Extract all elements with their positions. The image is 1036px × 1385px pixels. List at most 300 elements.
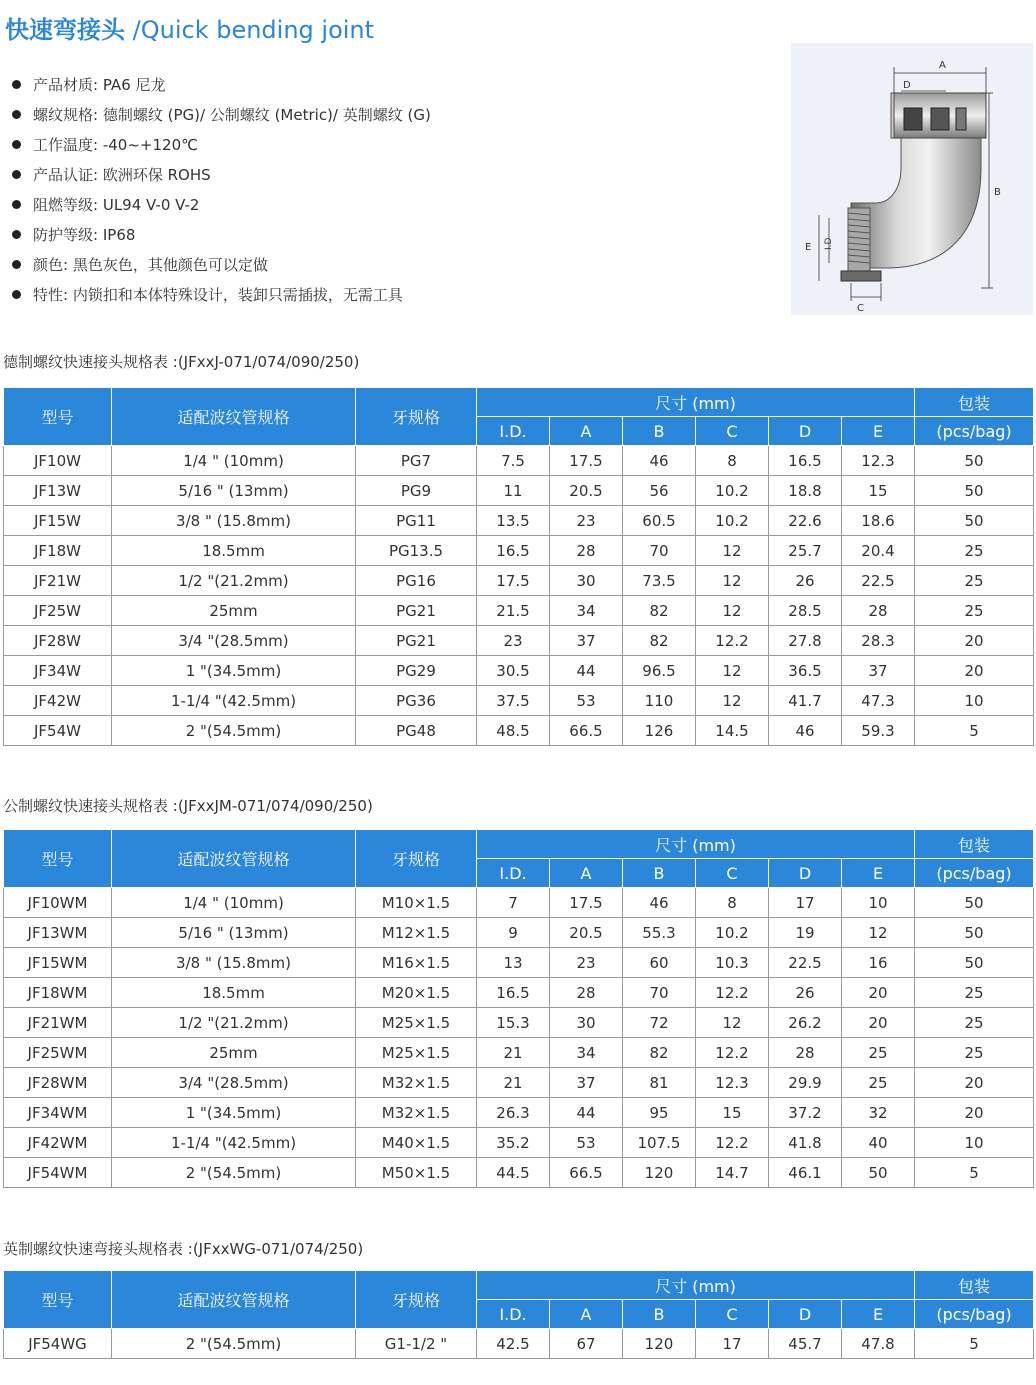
spec-label: 特性:: [33, 286, 69, 304]
header-conduit: 适配波纹管规格: [112, 1271, 356, 1329]
table-cell: 41.7: [769, 686, 842, 716]
table-cell: 55.3: [623, 918, 696, 948]
table-cell: 44: [550, 1098, 623, 1128]
table-cell: 17.5: [550, 888, 623, 918]
spec-label: 产品材质:: [33, 76, 99, 94]
table-cell: 82: [623, 1038, 696, 1068]
spec-label: 颜色:: [33, 256, 69, 274]
page-title-cn: 快速弯接头: [5, 16, 125, 44]
table-cell: 25: [915, 1038, 1034, 1068]
table-cell: PG9: [356, 476, 477, 506]
table-cell: 26: [769, 978, 842, 1008]
table-cell: 5/16 " (13mm): [112, 476, 356, 506]
table-cell: 60: [623, 948, 696, 978]
table-cell: 21.5: [477, 596, 550, 626]
dim-label-e: E: [805, 242, 812, 253]
table-row: [4, 506, 1034, 536]
table-cell: 50: [915, 476, 1034, 506]
table-cell: 25: [842, 1038, 915, 1068]
table-cell: 66.5: [550, 716, 623, 746]
table-cell: JF25W: [4, 596, 112, 626]
header-a: A: [550, 417, 623, 446]
table-cell: 10.2: [696, 476, 769, 506]
table-cell: M32×1.5: [356, 1068, 477, 1098]
table-cell: PG29: [356, 656, 477, 686]
table-cell: 21: [477, 1068, 550, 1098]
table-cell: PG11: [356, 506, 477, 536]
table-cell: 30.5: [477, 656, 550, 686]
table-cell: 34: [550, 1038, 623, 1068]
table-cell: 34: [550, 596, 623, 626]
header-b: B: [623, 417, 696, 446]
bullet-icon: [12, 290, 21, 299]
table-cell: 120: [623, 1329, 696, 1359]
spec-item: [12, 70, 431, 100]
table-row: [4, 596, 1034, 626]
spec-value: -40~+120℃: [102, 136, 198, 154]
table-cell: 10.2: [696, 506, 769, 536]
table-cell: 28: [550, 536, 623, 566]
table-row: [4, 1038, 1034, 1068]
header-model: 型号: [4, 388, 112, 446]
spec-value: 欧洲环保 ROHS: [102, 166, 211, 184]
table-body: [4, 446, 1034, 746]
spec-item: [12, 280, 431, 310]
bullet-icon: [12, 110, 21, 119]
table-cell: 60.5: [623, 506, 696, 536]
table-row: [4, 716, 1034, 746]
table-cell: 25: [915, 536, 1034, 566]
table-cell: JF42WM: [4, 1128, 112, 1158]
table-cell: 12.2: [696, 978, 769, 1008]
table-row: [4, 656, 1034, 686]
table-cell: JF13WM: [4, 918, 112, 948]
spec-value: IP68: [102, 226, 136, 244]
table-cell: JF25WM: [4, 1038, 112, 1068]
table-cell: 3/4 "(28.5mm): [112, 626, 356, 656]
table-cell: 1/2 "(21.2mm): [112, 1008, 356, 1038]
table-cell: 25: [915, 978, 1034, 1008]
table-row: [4, 918, 1034, 948]
header-d: D: [769, 1300, 842, 1329]
header-thread: 牙规格: [356, 1271, 477, 1329]
table-cell: 12.2: [696, 1128, 769, 1158]
table-cell: 17.5: [477, 566, 550, 596]
header-e: E: [842, 859, 915, 888]
table-cell: 12: [696, 596, 769, 626]
spec-label: 螺纹规格:: [33, 106, 99, 124]
table-cell: 81: [623, 1068, 696, 1098]
spec-item: [12, 190, 431, 220]
table-cell: 45.7: [769, 1329, 842, 1359]
table-cell: JF54W: [4, 716, 112, 746]
table-cell: 46: [623, 446, 696, 476]
table-cell: 7: [477, 888, 550, 918]
table-cell: 2 "(54.5mm): [112, 716, 356, 746]
table-row: [4, 1329, 1034, 1359]
table-cell: 25mm: [112, 1038, 356, 1068]
table-cell: 18.5mm: [112, 536, 356, 566]
table-cell: 20: [842, 978, 915, 1008]
table-cell: 30: [550, 1008, 623, 1038]
table-cell: 1/2 "(21.2mm): [112, 566, 356, 596]
table-cell: 96.5: [623, 656, 696, 686]
bullet-icon: [12, 140, 21, 149]
header-pack: 包装: [915, 388, 1034, 417]
table-cell: 44.5: [477, 1158, 550, 1188]
bullet-icon: [12, 260, 21, 269]
table-row: [4, 1128, 1034, 1158]
table-cell: 2 "(54.5mm): [112, 1158, 356, 1188]
table-cell: 28: [842, 596, 915, 626]
table-cell: 25.7: [769, 536, 842, 566]
table-body: [4, 888, 1034, 1188]
table-cell: 25: [842, 1068, 915, 1098]
table-cell: 53: [550, 1128, 623, 1158]
table-cell: 23: [477, 626, 550, 656]
table-cell: 110: [623, 686, 696, 716]
table-cell: 25mm: [112, 596, 356, 626]
header-c: C: [696, 417, 769, 446]
bullet-icon: [12, 80, 21, 89]
table-cell: JF10W: [4, 446, 112, 476]
table-cell: 22.5: [842, 566, 915, 596]
header-dims: 尺寸 (mm): [477, 1271, 915, 1300]
table-cell: 30: [550, 566, 623, 596]
table-cell: 72: [623, 1008, 696, 1038]
header-pack-unit: (pcs/bag): [915, 859, 1034, 888]
table-cell: M25×1.5: [356, 1008, 477, 1038]
table-cell: JF42W: [4, 686, 112, 716]
table-row: [4, 446, 1034, 476]
table-cell: 50: [915, 948, 1034, 978]
table-cell: 18.5mm: [112, 978, 356, 1008]
table-cell: 22.5: [769, 948, 842, 978]
table-row: [4, 1008, 1034, 1038]
table-cell: 10.3: [696, 948, 769, 978]
table-cell: 23: [550, 948, 623, 978]
table-cell: M25×1.5: [356, 1038, 477, 1068]
table-cell: 12: [696, 566, 769, 596]
table-cell: 14.5: [696, 716, 769, 746]
table-cell: 50: [915, 446, 1034, 476]
table-cell: 46: [769, 716, 842, 746]
spec-item: [12, 160, 431, 190]
table-cell: JF15W: [4, 506, 112, 536]
table-cell: 5: [915, 1158, 1034, 1188]
spec-value: 黑色灰色，其他颜色可以定做: [72, 256, 268, 274]
table-cell: 59.3: [842, 716, 915, 746]
spec-item: [12, 100, 431, 130]
table-cell: 20.5: [550, 476, 623, 506]
table-cell: 12: [696, 686, 769, 716]
dim-label-b: B: [994, 187, 1001, 198]
header-dims: 尺寸 (mm): [477, 388, 915, 417]
spec-item: [12, 130, 431, 160]
table-cell: 28: [550, 978, 623, 1008]
table-row: [4, 686, 1034, 716]
table-cell: JF54WM: [4, 1158, 112, 1188]
table-cell: 1/4 " (10mm): [112, 446, 356, 476]
table-cell: 120: [623, 1158, 696, 1188]
table-row: [4, 1068, 1034, 1098]
header-pack-unit: (pcs/bag): [915, 417, 1034, 446]
spec-value: 内锁扣和本体特殊设计，装卸只需插拔，无需工具: [72, 286, 403, 304]
table-cell: 29.9: [769, 1068, 842, 1098]
table-row: [4, 566, 1034, 596]
table-cell: 28.5: [769, 596, 842, 626]
table-cell: 12: [842, 918, 915, 948]
table-cell: 10: [842, 888, 915, 918]
table-cell: 48.5: [477, 716, 550, 746]
table-cell: M20×1.5: [356, 978, 477, 1008]
table-cell: 37.5: [477, 686, 550, 716]
table-cell: M50×1.5: [356, 1158, 477, 1188]
table-cell: 13.5: [477, 506, 550, 536]
bullet-icon: [12, 230, 21, 239]
table-cell: 12.2: [696, 626, 769, 656]
table-cell: 37: [842, 656, 915, 686]
table-cell: 56: [623, 476, 696, 506]
table-cell: 37: [550, 626, 623, 656]
table-cell: 47.8: [842, 1329, 915, 1359]
table-cell: 18.8: [769, 476, 842, 506]
table-cell: 17: [696, 1329, 769, 1359]
table-cell: PG21: [356, 596, 477, 626]
table-cell: M12×1.5: [356, 918, 477, 948]
header-thread: 牙规格: [356, 388, 477, 446]
table-cell: 35.2: [477, 1128, 550, 1158]
table-cell: 1/4 " (10mm): [112, 888, 356, 918]
header-model: 型号: [4, 830, 112, 888]
table-cell: 20.4: [842, 536, 915, 566]
table-row: [4, 978, 1034, 1008]
spec-item: [12, 220, 431, 250]
table-cell: 1 "(34.5mm): [112, 1098, 356, 1128]
table-cell: 126: [623, 716, 696, 746]
table-cell: JF13W: [4, 476, 112, 506]
table-cell: 44: [550, 656, 623, 686]
table-cell: 26: [769, 566, 842, 596]
table-cell: JF15WM: [4, 948, 112, 978]
table-cell: 8: [696, 888, 769, 918]
table-cell: M32×1.5: [356, 1098, 477, 1128]
header-thread: 牙规格: [356, 830, 477, 888]
table-cell: 32: [842, 1098, 915, 1128]
table-cell: PG48: [356, 716, 477, 746]
table-cell: 17.5: [550, 446, 623, 476]
table-cell: 17: [769, 888, 842, 918]
table-cell: 15.3: [477, 1008, 550, 1038]
table-cell: PG36: [356, 686, 477, 716]
table-cell: 47.3: [842, 686, 915, 716]
table-cell: 1-1/4 "(42.5mm): [112, 1128, 356, 1158]
table-cell: 5: [915, 1329, 1034, 1359]
table-cell: 15: [842, 476, 915, 506]
table-cell: 37.2: [769, 1098, 842, 1128]
table-cell: 20: [915, 1098, 1034, 1128]
table-cell: 20.5: [550, 918, 623, 948]
table-cell: 27.8: [769, 626, 842, 656]
table-cell: 9: [477, 918, 550, 948]
table-cell: JF54WG: [4, 1329, 112, 1359]
header-id: I.D.: [477, 417, 550, 446]
table-row: [4, 888, 1034, 918]
table-cell: 12.3: [696, 1068, 769, 1098]
table-cell: 1 "(34.5mm): [112, 656, 356, 686]
table-cell: 50: [915, 918, 1034, 948]
table-cell: G1-1/2 ": [356, 1329, 477, 1359]
table-cell: JF18W: [4, 536, 112, 566]
bullet-icon: [12, 170, 21, 179]
table-cell: PG16: [356, 566, 477, 596]
table-cell: 95: [623, 1098, 696, 1128]
table-cell: 67: [550, 1329, 623, 1359]
spec-label: 阻燃等级:: [33, 196, 99, 214]
bullet-icon: [12, 200, 21, 209]
table-cell: 18.6: [842, 506, 915, 536]
table-cell: 107.5: [623, 1128, 696, 1158]
table-cell: 7.5: [477, 446, 550, 476]
table-cell: 12: [696, 656, 769, 686]
table-cell: 12: [696, 536, 769, 566]
table-cell: 16: [842, 948, 915, 978]
table-cell: 46: [623, 888, 696, 918]
table-cell: 26.2: [769, 1008, 842, 1038]
spec-value: 德制螺纹 (PG)/ 公制螺纹 (Metric)/ 英制螺纹 (G): [102, 106, 431, 124]
table-cell: 22.6: [769, 506, 842, 536]
table-cell: 1-1/4 "(42.5mm): [112, 686, 356, 716]
table-cell: 70: [623, 536, 696, 566]
dim-label-a: A: [939, 60, 946, 71]
table-cell: 3/4 "(28.5mm): [112, 1068, 356, 1098]
table-cell: 66.5: [550, 1158, 623, 1188]
header-conduit: 适配波纹管规格: [112, 830, 356, 888]
header-id: I.D.: [477, 859, 550, 888]
header-a: A: [550, 1300, 623, 1329]
table-cell: 10: [915, 1128, 1034, 1158]
table-cell: 12.2: [696, 1038, 769, 1068]
table-cell: 20: [915, 1068, 1034, 1098]
table-cell: JF28W: [4, 626, 112, 656]
spec-list: [12, 70, 431, 310]
table-cell: 53: [550, 686, 623, 716]
table-cell: 11: [477, 476, 550, 506]
table-cell: 12: [696, 1008, 769, 1038]
table-cell: M40×1.5: [356, 1128, 477, 1158]
spec-table-pg: [3, 387, 1034, 746]
table-cell: 73.5: [623, 566, 696, 596]
table-title: 德制螺纹快速接头规格表 :(JFxxJ-071/074/090/250): [3, 353, 360, 371]
spec-value: PA6 尼龙: [102, 76, 166, 94]
table-cell: 25: [915, 596, 1034, 626]
table-cell: 50: [915, 506, 1034, 536]
table-cell: 25: [915, 1008, 1034, 1038]
header-e: E: [842, 1300, 915, 1329]
table-title: 英制螺纹快速弯接头规格表 :(JFxxWG-071/074/250): [3, 1240, 364, 1258]
table-row: [4, 626, 1034, 656]
table-cell: 3/8 " (15.8mm): [112, 948, 356, 978]
table-cell: 16.5: [477, 978, 550, 1008]
header-pack: 包装: [915, 830, 1034, 859]
table-cell: 20: [915, 626, 1034, 656]
table-cell: PG21: [356, 626, 477, 656]
table-cell: 70: [623, 978, 696, 1008]
header-conduit: 适配波纹管规格: [112, 388, 356, 446]
table-cell: 13: [477, 948, 550, 978]
spec-table-metric: [3, 829, 1034, 1188]
header-b: B: [623, 859, 696, 888]
dim-label-id: I.D: [824, 237, 834, 250]
table-cell: 5/16 " (13mm): [112, 918, 356, 948]
table-cell: 36.5: [769, 656, 842, 686]
table-cell: 5: [915, 716, 1034, 746]
table-row: [4, 948, 1034, 978]
table-cell: 40: [842, 1128, 915, 1158]
table-cell: 10.2: [696, 918, 769, 948]
table-cell: PG7: [356, 446, 477, 476]
header-e: E: [842, 417, 915, 446]
table-cell: JF10WM: [4, 888, 112, 918]
table-cell: 8: [696, 446, 769, 476]
header-c: C: [696, 859, 769, 888]
table-cell: 16.5: [477, 536, 550, 566]
table-cell: JF21W: [4, 566, 112, 596]
table-cell: 42.5: [477, 1329, 550, 1359]
table-row: [4, 1158, 1034, 1188]
table-cell: 20: [842, 1008, 915, 1038]
table-cell: 50: [915, 888, 1034, 918]
table-cell: 10: [915, 686, 1034, 716]
header-dims: 尺寸 (mm): [477, 830, 915, 859]
header-d: D: [769, 417, 842, 446]
table-cell: 16.5: [769, 446, 842, 476]
table-cell: JF28WM: [4, 1068, 112, 1098]
header-c: C: [696, 1300, 769, 1329]
table-cell: 41.8: [769, 1128, 842, 1158]
dim-label-d: D: [903, 80, 911, 91]
table-cell: 25: [915, 566, 1034, 596]
header-a: A: [550, 859, 623, 888]
table-cell: 14.7: [696, 1158, 769, 1188]
table-cell: PG13.5: [356, 536, 477, 566]
table-cell: M10×1.5: [356, 888, 477, 918]
table-cell: JF34WM: [4, 1098, 112, 1128]
table-cell: M16×1.5: [356, 948, 477, 978]
header-b: B: [623, 1300, 696, 1329]
table-cell: 26.3: [477, 1098, 550, 1128]
table-cell: JF21WM: [4, 1008, 112, 1038]
spec-label: 防护等级:: [33, 226, 99, 244]
header-model: 型号: [4, 1271, 112, 1329]
table-cell: 50: [842, 1158, 915, 1188]
table-cell: 12.3: [842, 446, 915, 476]
table-cell: 15: [696, 1098, 769, 1128]
table-cell: JF34W: [4, 656, 112, 686]
page-title-en: /Quick bending joint: [132, 16, 375, 44]
dim-label-c: C: [857, 303, 864, 314]
table-row: [4, 1098, 1034, 1128]
header-pack: 包装: [915, 1271, 1034, 1300]
table-cell: 21: [477, 1038, 550, 1068]
table-cell: 82: [623, 626, 696, 656]
header-d: D: [769, 859, 842, 888]
table-cell: 28: [769, 1038, 842, 1068]
table-cell: 37: [550, 1068, 623, 1098]
table-cell: 19: [769, 918, 842, 948]
spec-value: UL94 V-0 V-2: [102, 196, 200, 214]
table-cell: 28.3: [842, 626, 915, 656]
